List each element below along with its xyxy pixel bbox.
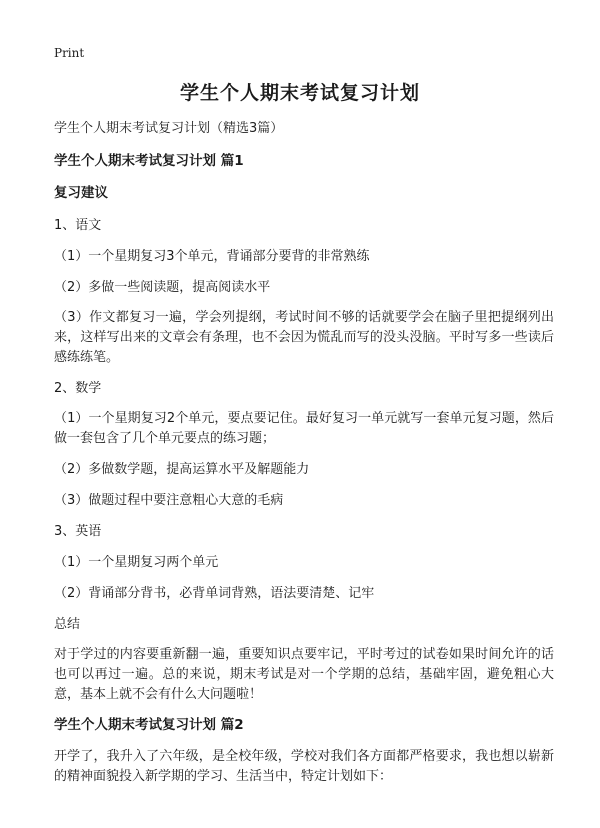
list-item: （1）一个星期复习2个单元，要点要记住。最好复习一单元就写一套单元复习题，然后做一套包含了几个单元要点的练习题； (54, 411, 554, 446)
article2-heading: 学生个人期末考试复习计划 篇2 (54, 717, 244, 733)
section-heading-review-advice: 复习建议 (54, 185, 108, 201)
list-item: （2）多做数学题，提高运算水平及解题能力 (54, 462, 310, 477)
summary-paragraph: 对于学过的内容要重新翻一遍，重要知识点要牢记，平时考过的试卷如果时间允许的话也可以再过一遍。总的来说，期末考试是对一个学期的总结，基础牢固，避免粗心大意，基本上就不会有什么大问题啦！ (54, 647, 554, 702)
subject-label-english: 3、英语 (54, 524, 102, 539)
page-title: 学生个人期末考试复习计划 (179, 82, 420, 104)
subject-label-chinese: 1、语文 (54, 218, 102, 233)
list-item: （1）一个星期复习两个单元 (54, 555, 219, 570)
list-item: （3）作文都复习一遍，学会列提纲，考试时间不够的话就要学会在脑子里把提纲列出来，这样写出来的文章会有条理，也不会因为慌乱而写的没头没脑。平时写多一些读后感练练笔。 (54, 310, 554, 365)
article1-heading: 学生个人期末考试复习计划 篇1 (54, 153, 244, 169)
list-item: （2）背诵部分背书，必背单词背熟，语法要清楚、记牢 (54, 586, 375, 601)
list-item: （2）多做一些阅读题，提高阅读水平 (54, 280, 271, 295)
article2-intro-paragraph: 开学了，我升入了六年级，是全校年级，学校对我们各方面都严格要求，我也想以崭新的精神面貌投入新学期的学习、生活当中，特定计划如下： (54, 749, 554, 784)
list-item: （1）一个星期复习3个单元，背诵部分要背的非常熟练 (54, 249, 370, 264)
document-subtitle: 学生个人期末考试复习计划（精选3篇） (54, 121, 284, 136)
document-body (54, 118, 554, 797)
print-label[interactable]: Print (54, 46, 85, 60)
list-item: （3）做题过程中要注意粗心大意的毛病 (54, 493, 284, 508)
subject-label-math: 2、数学 (54, 381, 102, 396)
summary-label: 总结 (54, 617, 81, 632)
